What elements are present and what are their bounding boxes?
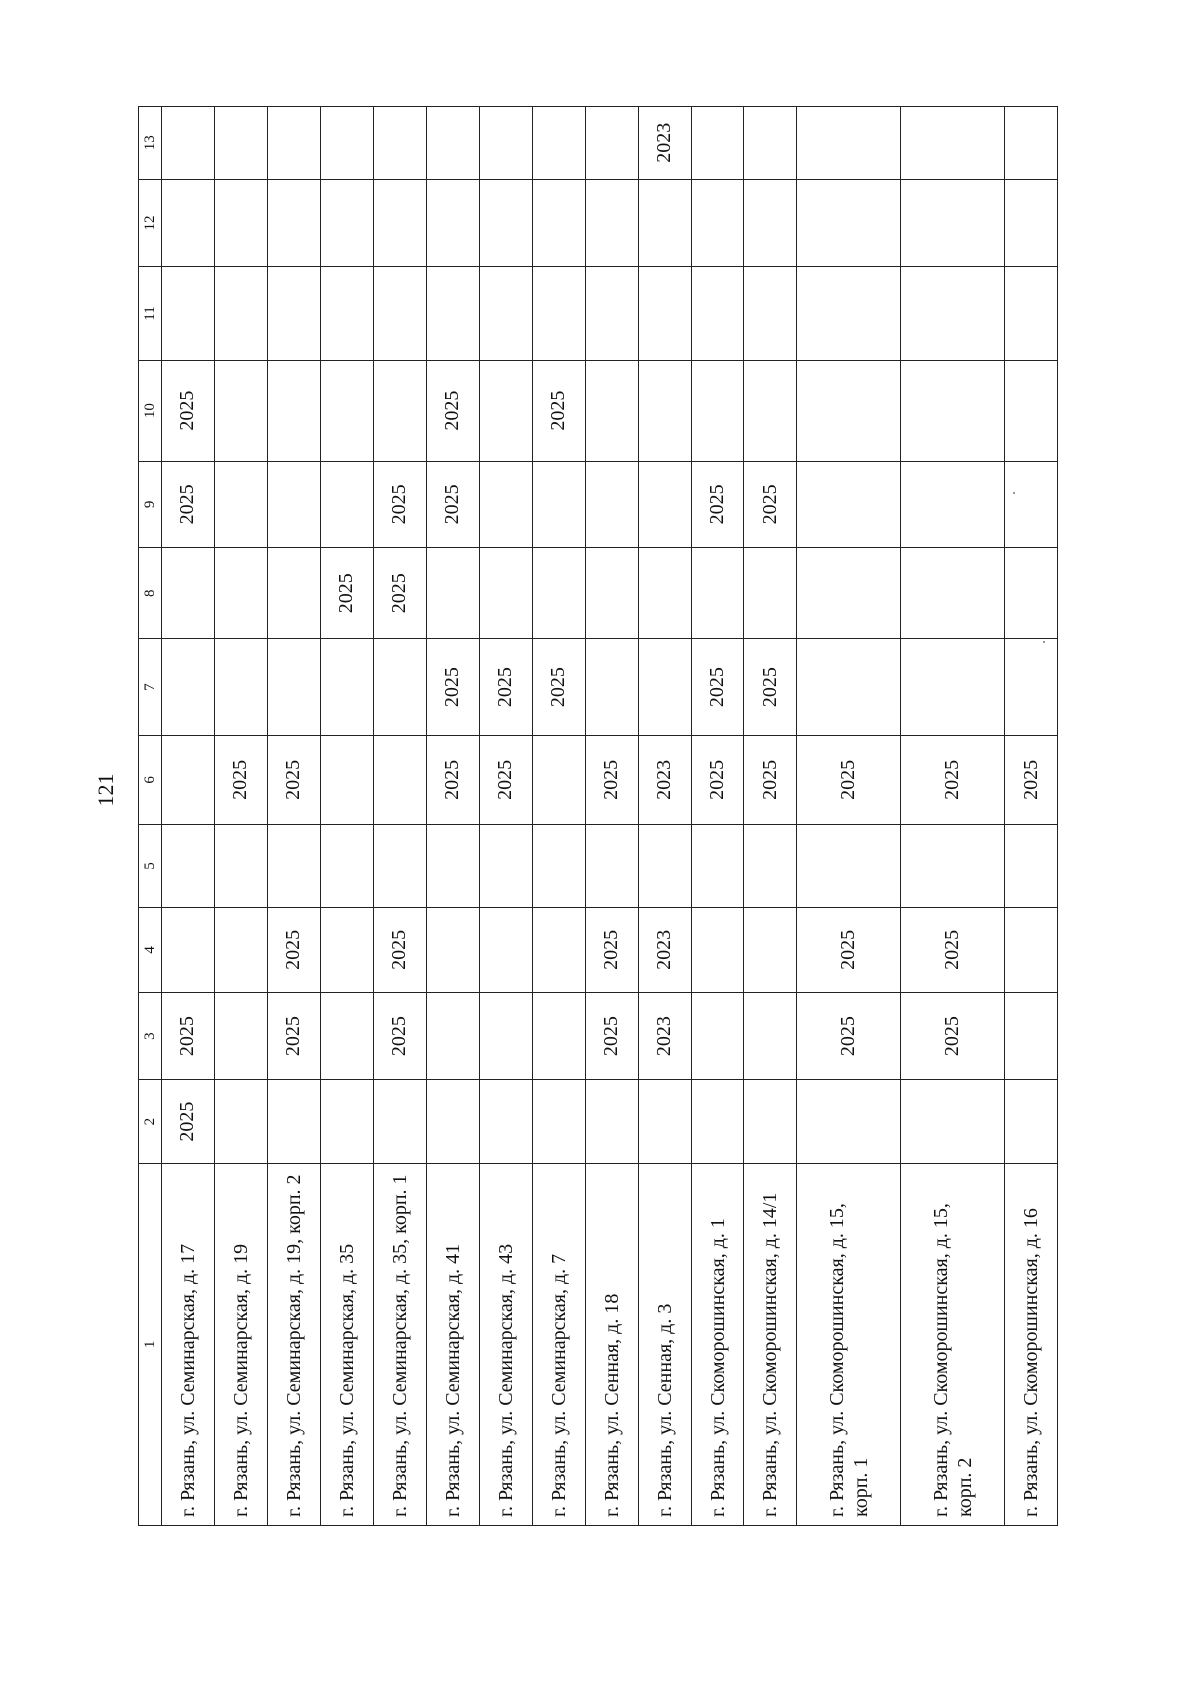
year-cell — [744, 360, 797, 461]
year-cell — [1005, 992, 1058, 1080]
year-cell: 2025 — [532, 639, 585, 736]
year-cell — [585, 179, 638, 267]
address-cell: г. Рязань, ул. Сенная, д. 3 — [638, 1163, 691, 1525]
year-cell — [162, 179, 215, 267]
year-cell: 2025 — [797, 735, 901, 824]
year-cell — [797, 1080, 901, 1163]
year-cell — [1005, 179, 1058, 267]
year-cell: 2025 — [373, 992, 426, 1080]
table-row — [426, 107, 479, 1526]
address-cell: г. Рязань, ул. Семинарская, д. 17 — [162, 1163, 215, 1525]
year-cell — [267, 824, 320, 907]
year-cell — [638, 548, 691, 639]
year-cell: 2025 — [320, 548, 373, 639]
column-header-13: 13 — [139, 107, 162, 180]
column-header-11: 11 — [139, 267, 162, 360]
year-cell — [479, 824, 532, 907]
year-cell: 2025 — [901, 992, 1005, 1080]
header-row — [139, 107, 162, 1526]
year-cell — [532, 1080, 585, 1163]
year-cell — [162, 548, 215, 639]
year-cell — [797, 639, 901, 736]
table-row — [214, 107, 267, 1526]
year-cell — [426, 107, 479, 180]
year-cell — [638, 824, 691, 907]
address-cell: г. Рязань, ул. Скоморошинская, д. 15, корп. 1 — [797, 1163, 901, 1525]
year-cell — [320, 461, 373, 548]
scan-speck — [1013, 492, 1015, 494]
year-cell — [901, 824, 1005, 907]
year-cell — [901, 267, 1005, 360]
year-cell — [1005, 107, 1058, 180]
year-cell: 2023 — [638, 735, 691, 824]
table-row — [532, 107, 585, 1526]
year-cell: 2025 — [532, 360, 585, 461]
year-cell — [585, 639, 638, 736]
year-cell — [426, 908, 479, 993]
table-row — [638, 107, 691, 1526]
year-cell — [373, 824, 426, 907]
year-cell — [479, 179, 532, 267]
address-cell: г. Рязань, ул. Скоморошинская, д. 16 — [1005, 1163, 1058, 1525]
year-cell — [797, 107, 901, 180]
year-cell — [267, 267, 320, 360]
table-row — [691, 107, 744, 1526]
year-cell — [532, 461, 585, 548]
column-header-4: 4 — [139, 908, 162, 993]
year-cell: 2025 — [267, 908, 320, 993]
year-cell — [797, 179, 901, 267]
year-cell — [797, 461, 901, 548]
year-cell — [479, 1080, 532, 1163]
year-cell — [797, 824, 901, 907]
year-cell — [1005, 1080, 1058, 1163]
address-cell: г. Рязань, ул. Семинарская, д. 35 — [320, 1163, 373, 1525]
address-cell: г. Рязань, ул. Семинарская, д. 35, корп. 1 — [373, 1163, 426, 1525]
year-cell — [479, 461, 532, 548]
table-row — [373, 107, 426, 1526]
year-cell — [797, 360, 901, 461]
year-cell — [267, 639, 320, 736]
table-row — [744, 107, 797, 1526]
year-cell — [744, 824, 797, 907]
year-cell: 2025 — [373, 461, 426, 548]
year-cell — [691, 824, 744, 907]
year-cell: 2025 — [426, 735, 479, 824]
year-cell: 2025 — [373, 548, 426, 639]
table-row — [1005, 107, 1058, 1526]
year-cell — [691, 1080, 744, 1163]
table-row — [901, 107, 1005, 1526]
year-cell — [532, 824, 585, 907]
year-cell — [479, 548, 532, 639]
year-cell — [214, 107, 267, 180]
year-cell — [585, 461, 638, 548]
year-cell — [638, 1080, 691, 1163]
year-cell — [426, 824, 479, 907]
year-cell — [320, 735, 373, 824]
year-cell: 2025 — [214, 735, 267, 824]
year-cell — [162, 735, 215, 824]
year-cell: 2025 — [267, 992, 320, 1080]
year-cell — [320, 992, 373, 1080]
year-cell — [1005, 908, 1058, 993]
column-header-3: 3 — [139, 992, 162, 1080]
year-cell — [744, 908, 797, 993]
year-cell — [214, 908, 267, 993]
address-cell: г. Рязань, ул. Сенная, д. 18 — [585, 1163, 638, 1525]
year-cell: 2025 — [162, 461, 215, 548]
year-cell: 2025 — [691, 735, 744, 824]
year-cell — [638, 179, 691, 267]
address-cell: г. Рязань, ул. Скоморошинская, д. 1 — [691, 1163, 744, 1525]
year-cell — [479, 992, 532, 1080]
year-cell — [426, 179, 479, 267]
year-cell — [1005, 824, 1058, 907]
year-cell — [585, 1080, 638, 1163]
year-cell — [797, 267, 901, 360]
year-cell — [267, 548, 320, 639]
year-cell — [162, 267, 215, 360]
year-cell — [267, 107, 320, 180]
year-cell — [638, 360, 691, 461]
year-cell — [532, 908, 585, 993]
year-cell — [426, 992, 479, 1080]
year-cell — [320, 908, 373, 993]
year-cell — [901, 1080, 1005, 1163]
year-cell: 2025 — [901, 908, 1005, 993]
year-cell — [479, 107, 532, 180]
year-cell — [162, 639, 215, 736]
column-header-5: 5 — [139, 824, 162, 907]
table-row — [585, 107, 638, 1526]
year-cell: 2025 — [585, 735, 638, 824]
year-cell: 2025 — [901, 735, 1005, 824]
table-row — [267, 107, 320, 1526]
column-header-6: 6 — [139, 735, 162, 824]
year-cell — [744, 179, 797, 267]
address-cell: г. Рязань, ул. Семинарская, д. 19 — [214, 1163, 267, 1525]
address-cell: г. Рязань, ул. Скоморошинская, д. 15, корп. 2 — [901, 1163, 1005, 1525]
year-cell: 2025 — [585, 908, 638, 993]
year-cell — [214, 267, 267, 360]
table-container — [138, 106, 1058, 1526]
year-cell — [320, 107, 373, 180]
address-cell: г. Рязань, ул. Семинарская, д. 19, корп. 2 — [267, 1163, 320, 1525]
year-cell — [797, 548, 901, 639]
year-cell — [638, 461, 691, 548]
table-row — [162, 107, 215, 1526]
year-cell: 2025 — [744, 735, 797, 824]
year-cell — [214, 1080, 267, 1163]
year-cell: 2025 — [426, 639, 479, 736]
column-header-7: 7 — [139, 639, 162, 736]
year-cell — [214, 639, 267, 736]
year-cell: 2025 — [797, 908, 901, 993]
year-cell — [638, 639, 691, 736]
year-cell — [744, 548, 797, 639]
year-cell — [901, 179, 1005, 267]
year-cell: 2025 — [267, 735, 320, 824]
year-cell — [901, 107, 1005, 180]
year-cell — [532, 107, 585, 180]
year-cell — [320, 1080, 373, 1163]
year-cell — [691, 107, 744, 180]
year-cell — [744, 1080, 797, 1163]
year-cell: 2025 — [162, 360, 215, 461]
year-cell: 2023 — [638, 908, 691, 993]
year-cell — [373, 639, 426, 736]
table-row — [320, 107, 373, 1526]
year-cell: 2025 — [479, 639, 532, 736]
address-cell: г. Рязань, ул. Семинарская, д. 41 — [426, 1163, 479, 1525]
year-cell: 2025 — [1005, 735, 1058, 824]
year-cell — [901, 360, 1005, 461]
year-cell — [267, 179, 320, 267]
year-cell — [162, 107, 215, 180]
year-cell: 2025 — [691, 461, 744, 548]
year-cell — [585, 360, 638, 461]
data-table — [138, 106, 1058, 1526]
column-header-10: 10 — [139, 360, 162, 461]
year-cell: 2025 — [744, 639, 797, 736]
year-cell: 2025 — [426, 461, 479, 548]
year-cell: 2025 — [744, 461, 797, 548]
year-cell: 2025 — [426, 360, 479, 461]
address-cell: г. Рязань, ул. Семинарская, д. 7 — [532, 1163, 585, 1525]
scan-speck — [1043, 641, 1045, 643]
table-row — [479, 107, 532, 1526]
year-cell: 2025 — [691, 639, 744, 736]
year-cell — [162, 908, 215, 993]
year-cell — [214, 360, 267, 461]
column-header-1: 1 — [139, 1163, 162, 1525]
column-header-12: 12 — [139, 179, 162, 267]
year-cell: 2025 — [479, 735, 532, 824]
year-cell — [532, 179, 585, 267]
year-cell — [373, 735, 426, 824]
year-cell — [1005, 267, 1058, 360]
year-cell: 2025 — [373, 908, 426, 993]
year-cell — [901, 461, 1005, 548]
table-row — [797, 107, 901, 1526]
year-cell — [901, 548, 1005, 639]
year-cell — [691, 267, 744, 360]
address-cell: г. Рязань, ул. Семинарская, д. 43 — [479, 1163, 532, 1525]
year-cell — [585, 267, 638, 360]
year-cell — [320, 824, 373, 907]
year-cell — [373, 360, 426, 461]
year-cell — [320, 639, 373, 736]
year-cell — [214, 179, 267, 267]
year-cell — [532, 735, 585, 824]
year-cell: 2025 — [162, 1080, 215, 1163]
year-cell — [426, 548, 479, 639]
year-cell — [320, 179, 373, 267]
year-cell — [1005, 461, 1058, 548]
column-header-9: 9 — [139, 461, 162, 548]
year-cell — [162, 824, 215, 907]
year-cell — [691, 360, 744, 461]
year-cell — [479, 267, 532, 360]
year-cell — [479, 908, 532, 993]
year-cell — [901, 639, 1005, 736]
year-cell — [691, 548, 744, 639]
year-cell — [214, 461, 267, 548]
year-cell — [1005, 360, 1058, 461]
column-header-8: 8 — [139, 548, 162, 639]
address-cell: г. Рязань, ул. Скоморошинская, д. 14/1 — [744, 1163, 797, 1525]
year-cell — [744, 992, 797, 1080]
year-cell — [1005, 548, 1058, 639]
year-cell — [214, 548, 267, 639]
year-cell — [691, 179, 744, 267]
year-cell — [373, 1080, 426, 1163]
year-cell: 2025 — [162, 992, 215, 1080]
year-cell — [1005, 639, 1058, 736]
year-cell — [585, 107, 638, 180]
year-cell — [585, 824, 638, 907]
year-cell — [691, 992, 744, 1080]
year-cell — [691, 908, 744, 993]
year-cell — [373, 267, 426, 360]
year-cell: 2025 — [585, 992, 638, 1080]
year-cell — [426, 1080, 479, 1163]
year-cell — [532, 267, 585, 360]
year-cell — [320, 360, 373, 461]
year-cell — [426, 267, 479, 360]
page-number: 121 — [93, 773, 118, 807]
year-cell — [744, 107, 797, 180]
year-cell: 2023 — [638, 107, 691, 180]
year-cell — [744, 267, 797, 360]
year-cell — [214, 824, 267, 907]
year-cell — [267, 1080, 320, 1163]
year-cell — [373, 179, 426, 267]
year-cell: 2023 — [638, 992, 691, 1080]
year-cell — [532, 548, 585, 639]
year-cell — [373, 107, 426, 180]
year-cell — [267, 461, 320, 548]
year-cell — [638, 267, 691, 360]
year-cell — [479, 360, 532, 461]
year-cell — [214, 992, 267, 1080]
year-cell: 2025 — [797, 992, 901, 1080]
year-cell — [320, 267, 373, 360]
year-cell — [585, 548, 638, 639]
column-header-2: 2 — [139, 1080, 162, 1163]
year-cell — [532, 992, 585, 1080]
year-cell — [267, 360, 320, 461]
